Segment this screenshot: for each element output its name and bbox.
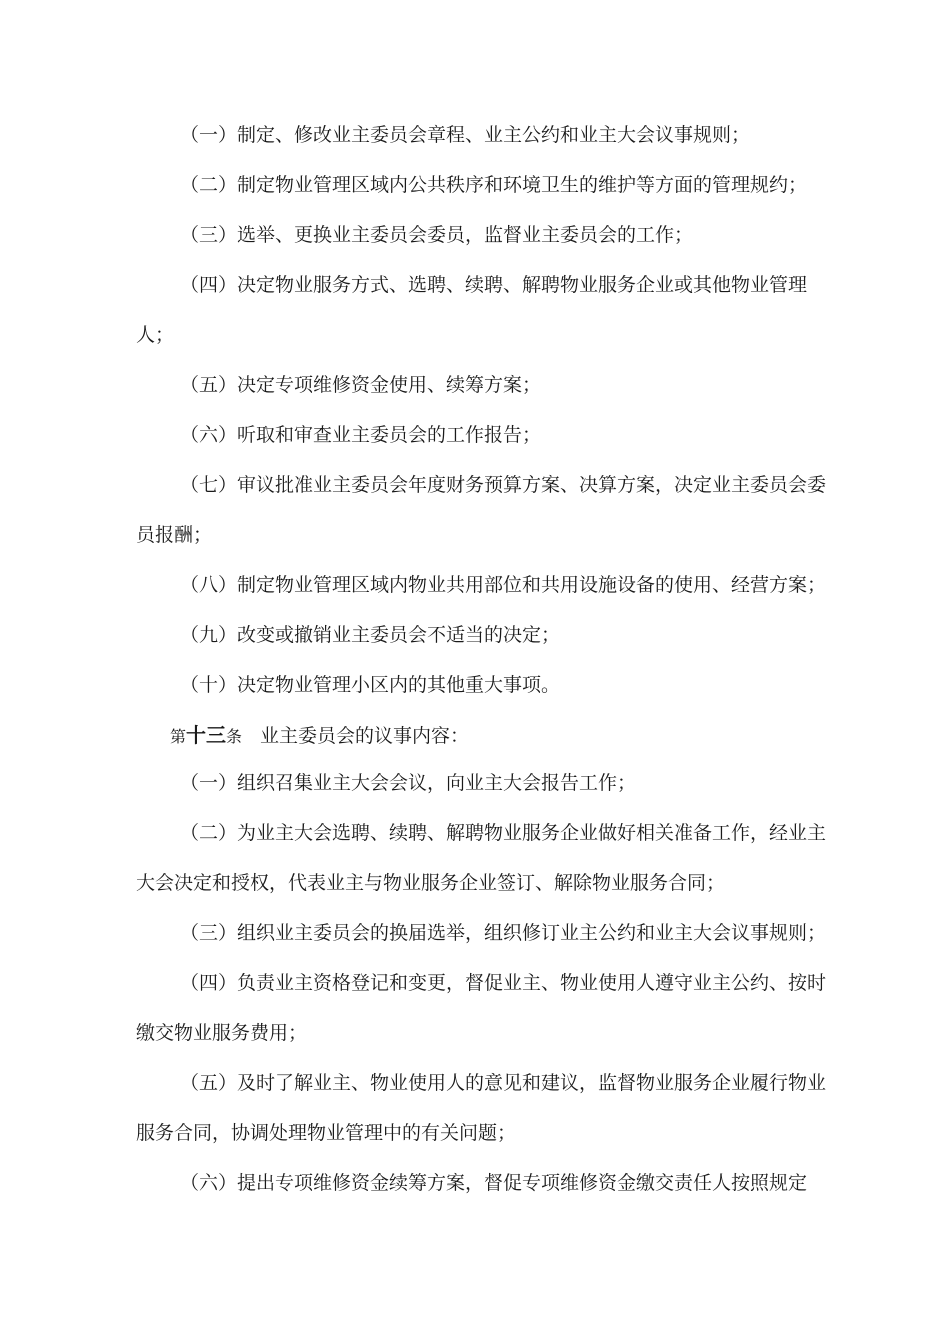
clause-item: （四）负责业主资格登记和变更，督促业主、物业使用人遵守业主公约、按时缴交物业服务费用； [136, 972, 827, 1044]
clause-item: （三）组织业主委员会的换届选举，组织修订业主公约和业主大会议事规则； [180, 922, 827, 944]
clause-item: （五）及时了解业主、物业使用人的意见和建议，监督物业服务企业履行物业服务合同，协调处理物业管理中的有关问题； [136, 1072, 827, 1144]
clause-item: （二）为业主大会选聘、续聘、解聘物业服务企业做好相关准备工作，经业主大会决定和授权，代表业主与物业服务企业签订、解除物业服务合同； [136, 822, 827, 894]
clause-item: （二）制定物业管理区域内公共秩序和环境卫生的维护等方面的管理规约； [180, 174, 808, 196]
article-heading [170, 710, 469, 762]
article-title: 业主委员会的议事内容： [260, 725, 470, 747]
clause-item: （一）制定、修改业主委员会章程、业主公约和业主大会议事规则； [180, 124, 751, 146]
clause-item: （八）制定物业管理区域内物业共用部位和共用设施设备的使用、经营方案； [180, 574, 827, 596]
clause-item: （十）决定物业管理小区内的其他重大事项。 [180, 674, 561, 696]
clause-item: （九）改变或撤销业主委员会不适当的决定； [180, 624, 561, 646]
clause-item: （三）选举、更换业主委员会委员，监督业主委员会的工作； [180, 224, 694, 246]
article-prefix: 第 [170, 727, 187, 746]
clause-item: （七）审议批准业主委员会年度财务预算方案、决算方案，决定业主委员会委员报酬； [136, 474, 827, 546]
article-suffix: 条 [226, 727, 243, 746]
article-number: 十三 [186, 723, 227, 747]
clause-item: （一）组织召集业主大会会议，向业主大会报告工作； [180, 772, 637, 794]
clause-item: （五）决定专项维修资金使用、续筹方案； [180, 374, 542, 396]
clause-item: （六）提出专项维修资金续筹方案，督促专项维修资金缴交责任人按照规定 [180, 1172, 808, 1194]
clause-item: （四）决定物业服务方式、选聘、续聘、解聘物业服务企业或其他物业管理人； [136, 274, 808, 346]
clause-item: （六）听取和审查业主委员会的工作报告； [180, 424, 542, 446]
